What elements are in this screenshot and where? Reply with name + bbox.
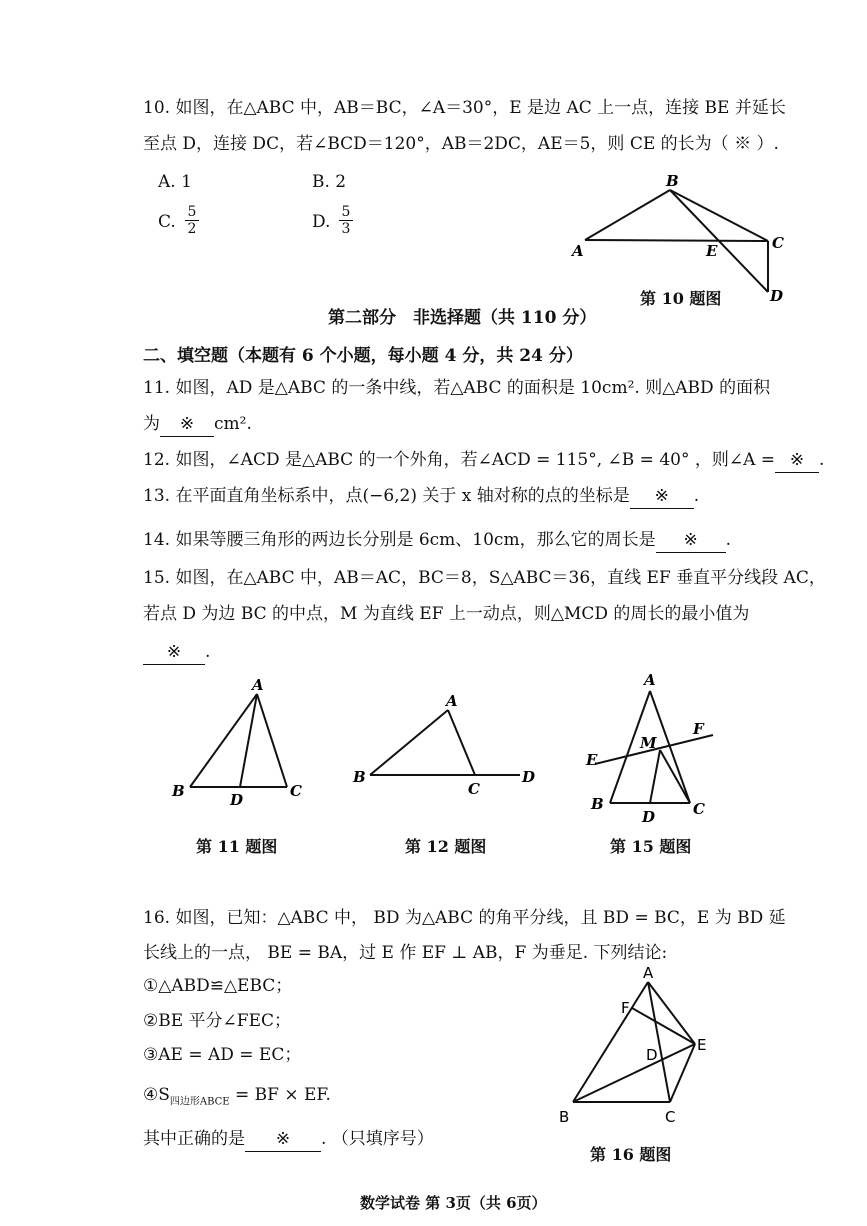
q16-answer-line	[143, 1127, 434, 1152]
q11-caption: 第 11 题图	[196, 837, 278, 856]
label-A: A	[252, 676, 264, 694]
q15-caption: 第 15 题图	[610, 837, 692, 856]
label-B: B	[559, 1108, 570, 1126]
label-B: B	[172, 782, 185, 800]
q15-line1: 15. 如图，在△ABC 中，AB＝AC，BC＝8，S△ABC＝36，直线 EF 垂直平分线段 AC，	[143, 568, 826, 588]
q12-figure	[348, 690, 548, 800]
q13-text: 13. 在平面直角坐标系中，点(−6,2) 关于 x 轴对称的点的坐标是	[143, 486, 630, 506]
q16-caption: 第 16 题图	[590, 1145, 672, 1164]
q15-line3	[143, 640, 210, 665]
fraction-denominator: 3	[341, 221, 351, 237]
label-B: B	[666, 172, 679, 190]
q16-conclusion-3: ③AE = AD = EC；	[143, 1045, 302, 1065]
answer-blank: ※	[775, 448, 819, 473]
q10-option-c-fraction	[185, 204, 199, 237]
label-C: C	[468, 780, 480, 798]
label-B: B	[591, 795, 604, 813]
q12-end: .	[819, 450, 825, 470]
q11-line1: 11. 如图，AD 是△ABC 的一条中线，若△ABC 的面积是 10cm². 则△ABD 的面积	[143, 378, 771, 398]
fraction-denominator: 2	[187, 221, 197, 237]
q16-answer-pre: 其中正确的是	[143, 1129, 245, 1149]
q16-line2: 长线上的一点， BE = BA，过 E 作 EF ⊥ AB，F 为垂足. 下列结论:	[143, 943, 668, 963]
fraction-numerator: 5	[341, 204, 351, 220]
page-footer: 数学试卷 第 3页（共 6页）	[360, 1194, 547, 1212]
section2-title: 二、填空题（本题有 6 个小题，每小题 4 分，共 24 分）	[143, 346, 583, 366]
label-F: F	[693, 720, 704, 738]
q14-text: 14. 如果等腰三角形的两边长分别是 6cm、10cm，那么它的周长是	[143, 530, 656, 550]
q12-line	[143, 448, 824, 473]
label-C: C	[290, 782, 302, 800]
q10-line2: 至点 D，连接 DC，若∠BCD＝120°，AB＝2DC，AE＝5，则 CE 的长为（ ※ ）.	[143, 134, 779, 154]
answer-blank: ※	[143, 640, 205, 665]
q11-line2-pre: 为	[143, 414, 160, 434]
label-E: E	[586, 751, 598, 769]
label-D: D	[646, 1046, 658, 1064]
label-A: A	[643, 964, 654, 982]
c4-post: = BF × EF.	[229, 1085, 331, 1105]
label-M: M	[640, 734, 657, 752]
option-d-label: D.	[312, 212, 331, 232]
label-E: E	[697, 1036, 707, 1054]
label-C: C	[772, 234, 784, 252]
q10-caption: 第 10 题图	[640, 289, 722, 308]
q10-option-d	[312, 210, 330, 234]
c4-sub: 四边形ABCE	[169, 1096, 230, 1108]
label-A: A	[572, 242, 584, 260]
label-D: D	[770, 287, 784, 305]
label-C: C	[665, 1108, 676, 1126]
q10-line1: 10. 如图，在△ABC 中，AB＝BC，∠A＝30°，E 是边 AC 上一点，连接 BE 并延长	[143, 98, 786, 118]
label-F: F	[621, 999, 630, 1017]
q14-end: .	[725, 530, 731, 550]
q16-figure	[555, 962, 725, 1132]
option-c-label: C.	[158, 212, 176, 232]
c4-pre: ④S	[143, 1085, 170, 1105]
q15-figure	[580, 666, 730, 831]
q10-option-d-fraction	[339, 204, 353, 237]
q15-line2: 若点 D 为边 BC 的中点，M 为直线 EF 上一动点，则△MCD 的周长的最小值为	[143, 604, 750, 624]
q16-line1: 16. 如图，已知：△ABC 中， BD 为△ABC 的角平分线，且 BD = BC，E 为 BD 延	[143, 908, 786, 928]
q11-line2-post: cm².	[214, 414, 252, 434]
q13-end: .	[693, 486, 700, 506]
q12-caption: 第 12 题图	[405, 837, 487, 856]
q15-end: .	[205, 642, 211, 662]
label-D: D	[230, 791, 244, 809]
answer-blank: ※	[630, 484, 694, 509]
q12-text: 12. 如图，∠ACD 是△ABC 的一个外角，若∠ACD = 115°, ∠B = 40° ，则∠A =	[143, 450, 776, 470]
q10-option-c	[158, 210, 176, 234]
label-E: E	[706, 242, 718, 260]
q11-figure	[160, 672, 320, 812]
answer-blank: ※	[160, 412, 214, 437]
q16-answer-post: . （只填序号）	[321, 1129, 434, 1149]
q10-figure	[560, 170, 790, 305]
label-D: D	[522, 768, 536, 786]
q10-option-b: B. 2	[312, 172, 347, 192]
label-B: B	[353, 768, 366, 786]
label-A: A	[446, 692, 458, 710]
q14-line	[143, 528, 731, 553]
q16-conclusion-2: ②BE 平分∠FEC；	[143, 1011, 292, 1031]
label-D: D	[642, 808, 656, 826]
part2-title: 第二部分 非选择题（共 110 分）	[328, 308, 597, 328]
q13-line	[143, 484, 699, 509]
q16-conclusion-1: ①△ABD≌△EBC；	[143, 976, 293, 996]
q10-option-a: A. 1	[158, 172, 192, 192]
fraction-numerator: 5	[187, 204, 197, 220]
answer-blank: ※	[245, 1127, 321, 1152]
label-C: C	[693, 800, 705, 818]
label-A: A	[644, 671, 656, 689]
q11-line2	[143, 412, 252, 437]
answer-blank: ※	[656, 528, 726, 553]
q16-conclusion-4	[143, 1083, 331, 1114]
